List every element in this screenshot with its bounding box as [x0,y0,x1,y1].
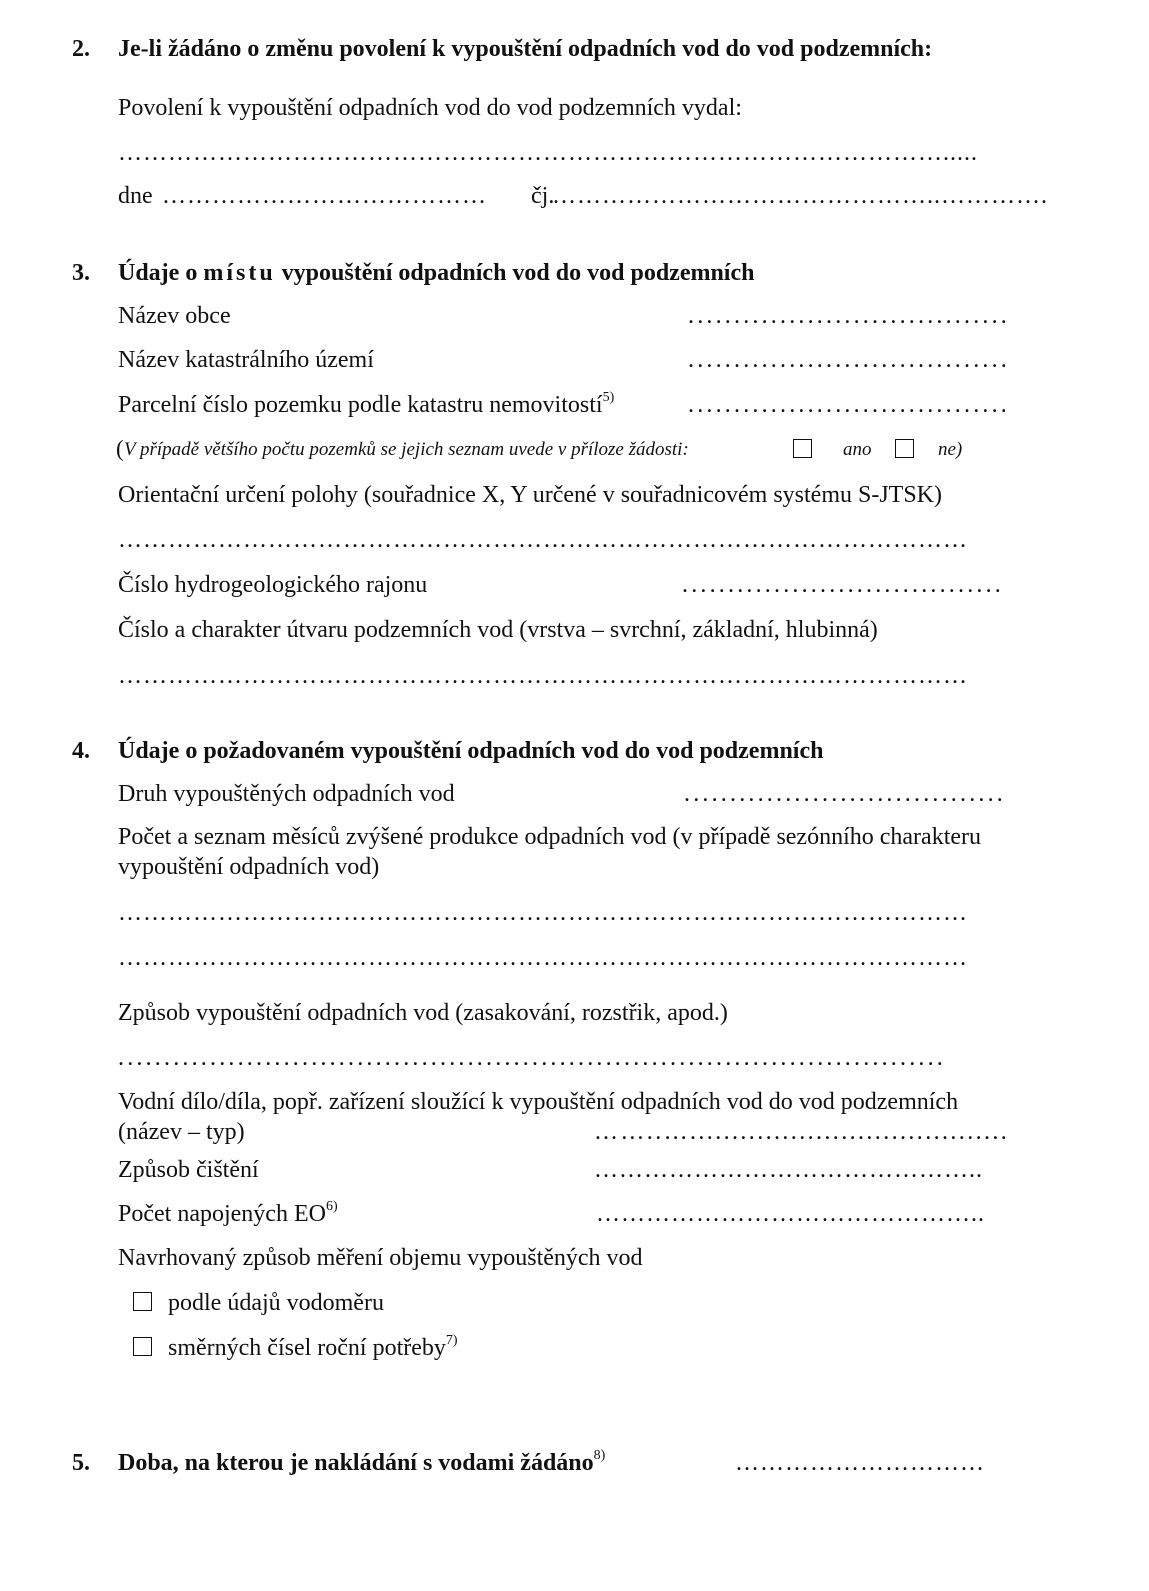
groundwater-body-label: Číslo a charakter útvaru podzemních vod (vrstva – svrchní, základní, hlubinná) [118,617,878,643]
issuer-field[interactable]: ………………………………………………………………………………………..... [118,141,978,165]
standard-consumption-label [168,1333,458,1361]
footnote-5: 5) [602,390,615,405]
connected-eo-label [118,1199,338,1227]
section-5-heading-text: Doba, na kterou je nakládání s vodami žádáno [118,1450,594,1476]
groundwater-body-field[interactable]: ………………………………………………………………………………………… [118,664,968,688]
coordinates-field[interactable]: ………………………………………………………………………………………… [118,528,968,552]
attachment-yes-label: ano [843,439,872,460]
peak-months-label-line2: vypouštění odpadních vod) [118,854,380,880]
water-works-label-line2: (název – typ) [118,1119,245,1145]
hydrogeology-field[interactable]: ................................... [682,573,1004,597]
section-3-heading [118,261,754,285]
footnote-6: 6) [325,1199,338,1214]
attachment-yes-checkbox[interactable] [793,439,812,458]
connected-eo-text: Počet napojených EO [118,1201,326,1227]
peak-months-field-2[interactable]: ………………………………………………………………………………………… [118,946,968,970]
water-works-label-line1: Vodní dílo/díla, popř. zařízení sloužící k vypouštění odpadních vod do vod podzemních [118,1089,959,1115]
section-2-heading: Je-li žádáno o změnu povolení k vypouštění odpadních vod do vod podzemních: [118,36,933,62]
note-open-paren: ( [116,436,124,461]
municipality-field[interactable]: ................................... [688,304,1010,328]
issuer-label: Povolení k vypouštění odpadních vod do vod podzemních vydal: [118,95,742,121]
duration-field[interactable]: ………………………… [735,1451,985,1475]
parcel-label-text: Parcelní číslo pozemku podle katastru nemovitostí [118,392,603,418]
section-3-heading-spaced: místu [203,260,276,286]
section-4-heading: Údaje o požadovaném vypouštění odpadních vod do vod podzemních [118,738,824,764]
water-works-field[interactable]: ……..…...................................... [594,1120,1010,1144]
measurement-label: Navrhovaný způsob měření objemu vypouštěných vod [118,1245,643,1271]
standard-consumption-checkbox[interactable] [133,1337,152,1356]
section-3-number: 3. [72,260,90,286]
peak-months-label-line1: Počet a seznam měsíců zvýšené produkce odpadních vod (v případě sezónního charakteru [118,824,982,850]
connected-eo-field[interactable]: ……………………………………….. [596,1202,985,1226]
date-field[interactable]: ………………………………… [162,184,487,208]
hydrogeology-label: Číslo hydrogeologického rajonu [118,572,428,598]
parcel-list-note: V případě většího počtu pozemků se jejich seznam uvede v příloze žádosti: [124,439,689,460]
parcel-label [118,390,615,418]
peak-months-field-1[interactable]: ………………………………………………………………………………………… [118,901,968,925]
section-2-number: 2. [72,36,90,62]
section-5-heading [118,1448,606,1476]
cleaning-method-label: Způsob čištění [118,1157,259,1183]
reference-label: čj. [531,183,555,209]
section-3-heading-end: vypouštění odpadních vod do vod podzemních [275,260,755,286]
water-meter-label: podle údajů vodoměru [168,1290,384,1316]
parcel-field[interactable]: ................................... [688,393,1010,417]
section-3-heading-start: Údaje o [118,260,204,286]
attachment-no-label: ne) [938,439,963,460]
date-label: dne [118,183,153,209]
discharge-method-label: Způsob vypouštění odpadních vod (zasakování, rozstřik, apod.) [118,1000,728,1026]
discharge-method-field[interactable]: .......................................................................................... [118,1046,946,1070]
coordinates-label: Orientační určení polohy (souřadnice X, Y určené v souřadnicovém systému S-JTSK) [118,482,943,508]
water-meter-checkbox[interactable] [133,1292,152,1311]
cadastre-field[interactable]: ................................... [688,348,1010,372]
wastewater-type-field[interactable]: ................................... [684,782,1006,806]
cleaning-method-field[interactable]: ……………………………………….. [594,1158,983,1182]
section-4-number: 4. [72,738,90,764]
wastewater-type-label: Druh vypouštěných odpadních vod [118,781,455,807]
reference-field[interactable]: ………………………………………..…………. [552,184,1048,208]
municipality-label: Název obce [118,303,231,329]
footnote-8: 8) [593,1448,606,1463]
footnote-7: 7) [445,1333,458,1348]
cadastre-label: Název katastrálního území [118,347,374,373]
standard-consumption-text: směrných čísel roční potřeby [168,1335,446,1361]
attachment-no-checkbox[interactable] [895,439,914,458]
section-5-number: 5. [72,1450,90,1476]
